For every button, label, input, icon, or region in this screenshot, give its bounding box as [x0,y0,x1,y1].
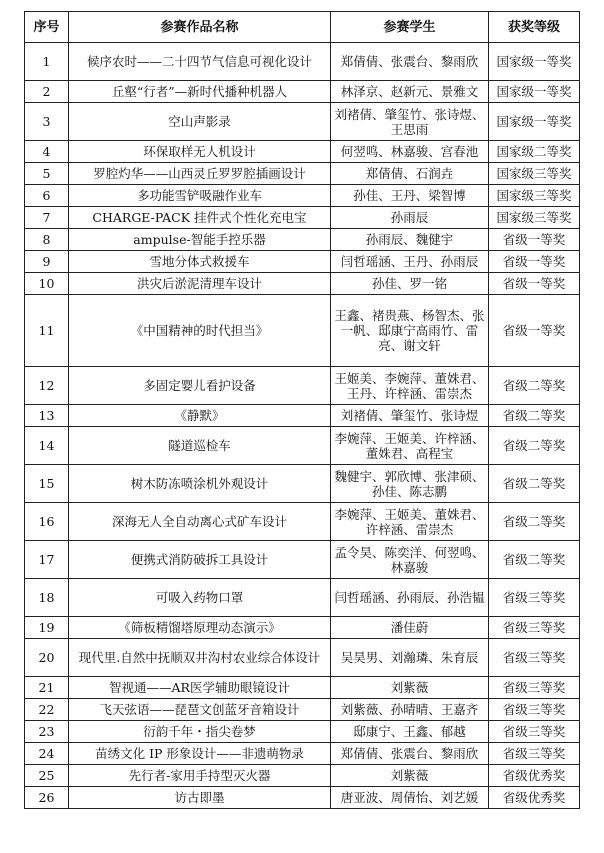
award-level: 省级优秀奖 [489,787,580,809]
student-names: 林泽京、赵新元、景雅文 [331,81,489,103]
work-title: CHARGE-PACK 挂件式个性化充电宝 [69,207,331,229]
work-title: 隧道巡检车 [69,427,331,465]
table-row [25,699,580,721]
award-level: 国家级一等奖 [489,43,580,81]
row-number: 25 [25,765,69,787]
row-number: 24 [25,743,69,765]
table-row [25,405,580,427]
table-row [25,185,580,207]
award-level: 国家级三等奖 [489,185,580,207]
award-level: 省级三等奖 [489,677,580,699]
student-names: 刘紫薇 [331,765,489,787]
student-names: 刘紫薇、孙晴晴、王嘉齐 [331,699,489,721]
student-names: 郑倩倩、石润垚 [331,163,489,185]
award-level: 省级二等奖 [489,465,580,503]
work-title: 访古即墨 [69,787,331,809]
row-number: 16 [25,503,69,541]
student-names: 孙雨辰 [331,207,489,229]
student-names: 闫哲瑶涵、孙雨辰、孙浩韫 [331,579,489,617]
row-number: 3 [25,103,69,141]
work-title: 便携式消防破拆工具设计 [69,541,331,579]
row-number: 20 [25,639,69,677]
work-title: 多固定婴儿看护设备 [69,367,331,405]
work-title: 先行者-家用手持型灭火器 [69,765,331,787]
row-number: 15 [25,465,69,503]
table-row [25,207,580,229]
table-row [25,787,580,809]
student-names: 王姬美、李婉萍、董姝君、王丹、许梓涵、雷崇杰 [331,367,489,405]
table-row [25,639,580,677]
student-names: 李婉萍、王姬美、董姝君、许梓涵、雷崇杰 [331,503,489,541]
table-row [25,541,580,579]
row-number: 13 [25,405,69,427]
table-row [25,141,580,163]
row-number: 7 [25,207,69,229]
student-names: 孙雨辰、魏健宇 [331,229,489,251]
work-title: 空山声影录 [69,103,331,141]
table-row [25,251,580,273]
table-row [25,295,580,367]
table-row [25,163,580,185]
table-row [25,579,580,617]
award-level: 省级一等奖 [489,295,580,367]
awards-table [24,11,580,809]
award-level: 省级三等奖 [489,617,580,639]
award-level: 省级二等奖 [489,405,580,427]
work-title: 飞天弦语——琵琶文创蓝牙音箱设计 [69,699,331,721]
award-level: 省级优秀奖 [489,765,580,787]
row-number: 19 [25,617,69,639]
work-title: 丘壑“行者”—新时代播种机器人 [69,81,331,103]
award-level: 省级三等奖 [489,721,580,743]
table-row [25,367,580,405]
award-level: 国家级一等奖 [489,81,580,103]
award-level: 国家级三等奖 [489,163,580,185]
table-row [25,765,580,787]
table-row [25,103,580,141]
table-row [25,743,580,765]
work-title: 深海无人全自动离心式矿车设计 [69,503,331,541]
row-number: 9 [25,251,69,273]
table-row [25,273,580,295]
student-names: 孙佳、王丹、梁智博 [331,185,489,207]
award-level: 省级二等奖 [489,503,580,541]
row-number: 5 [25,163,69,185]
award-level: 省级二等奖 [489,427,580,465]
student-names: 刘褚倩、肇玺竹、张诗煜 [331,405,489,427]
work-title: 多功能雪铲吸融作业车 [69,185,331,207]
row-number: 12 [25,367,69,405]
header-award-level: 获奖等级 [489,12,580,43]
table-row [25,81,580,103]
work-title: 环保取样无人机设计 [69,141,331,163]
work-title: 可吸入药物口罩 [69,579,331,617]
row-number: 2 [25,81,69,103]
row-number: 10 [25,273,69,295]
work-title: 衍韵千年・指尖卷梦 [69,721,331,743]
award-level: 省级三等奖 [489,639,580,677]
work-title: 罗腔灼华——山西灵丘罗罗腔插画设计 [69,163,331,185]
row-number: 21 [25,677,69,699]
award-level: 省级二等奖 [489,541,580,579]
header-number: 序号 [25,12,69,43]
row-number: 11 [25,295,69,367]
award-level: 省级三等奖 [489,579,580,617]
student-names: 何翌鸣、林嘉骏、宫春池 [331,141,489,163]
work-title: 树木防冻喷涂机外观设计 [69,465,331,503]
award-level: 省级三等奖 [489,699,580,721]
table-row [25,229,580,251]
row-number: 22 [25,699,69,721]
table-row [25,617,580,639]
work-title: 苗绣文化 IP 形象设计——非遗萌物录 [69,743,331,765]
award-level: 国家级一等奖 [489,103,580,141]
award-level: 省级一等奖 [489,273,580,295]
student-names: 吴昊男、刘瀚璘、朱育辰 [331,639,489,677]
student-names: 郑倩倩、张震台、黎雨欣 [331,743,489,765]
row-number: 4 [25,141,69,163]
student-names: 闫哲瑶涵、王丹、孙雨辰 [331,251,489,273]
work-title: 《筛板精馏塔原理动态演示》 [69,617,331,639]
work-title: 《静默》 [69,405,331,427]
table-row [25,465,580,503]
award-level: 国家级三等奖 [489,207,580,229]
row-number: 18 [25,579,69,617]
work-title: 智视通——AR医学辅助眼镜设计 [69,677,331,699]
row-number: 6 [25,185,69,207]
table-row [25,503,580,541]
student-names: 唐亚波、周倩怡、刘艺媛 [331,787,489,809]
row-number: 8 [25,229,69,251]
student-names: 邸康宁、王鑫、郁越 [331,721,489,743]
row-number: 1 [25,43,69,81]
student-names: 孟令昊、陈奕洋、何翌鸣、林嘉骏 [331,541,489,579]
table-row [25,43,580,81]
work-title: 雪地分体式救援车 [69,251,331,273]
student-names: 刘紫薇 [331,677,489,699]
student-names: 刘褚倩、肇玺竹、张诗煜、王思雨 [331,103,489,141]
header-students: 参赛学生 [331,12,489,43]
header-row [25,12,580,43]
award-level: 国家级二等奖 [489,141,580,163]
row-number: 17 [25,541,69,579]
award-level: 省级二等奖 [489,367,580,405]
work-title: 《中国精神的时代担当》 [69,295,331,367]
student-names: 李婉萍、王姬美、许梓涵、董姝君、高程宝 [331,427,489,465]
table-row [25,677,580,699]
award-level: 省级一等奖 [489,251,580,273]
award-level: 省级三等奖 [489,743,580,765]
work-title: 现代里.自然中抚顺双井沟村农业综合体设计 [69,639,331,677]
student-names: 王鑫、褚贵燕、杨智杰、张一帆、邸康宁高雨竹、雷亮、谢文轩 [331,295,489,367]
award-level: 省级一等奖 [489,229,580,251]
table-row [25,721,580,743]
work-title: 候序农时——二十四节气信息可视化设计 [69,43,331,81]
row-number: 23 [25,721,69,743]
row-number: 14 [25,427,69,465]
work-title: 洪灾后淤泥清理车设计 [69,273,331,295]
header-work-title: 参赛作品名称 [69,12,331,43]
student-names: 孙佳、罗一铭 [331,273,489,295]
work-title: ampulse-智能手控乐器 [69,229,331,251]
row-number: 26 [25,787,69,809]
table-body [25,43,580,809]
student-names: 魏健宇、郭欣博、张津硕、孙佳、陈志鹏 [331,465,489,503]
student-names: 郑倩倩、张震台、黎雨欣 [331,43,489,81]
table-row [25,427,580,465]
student-names: 潘佳蔚 [331,617,489,639]
